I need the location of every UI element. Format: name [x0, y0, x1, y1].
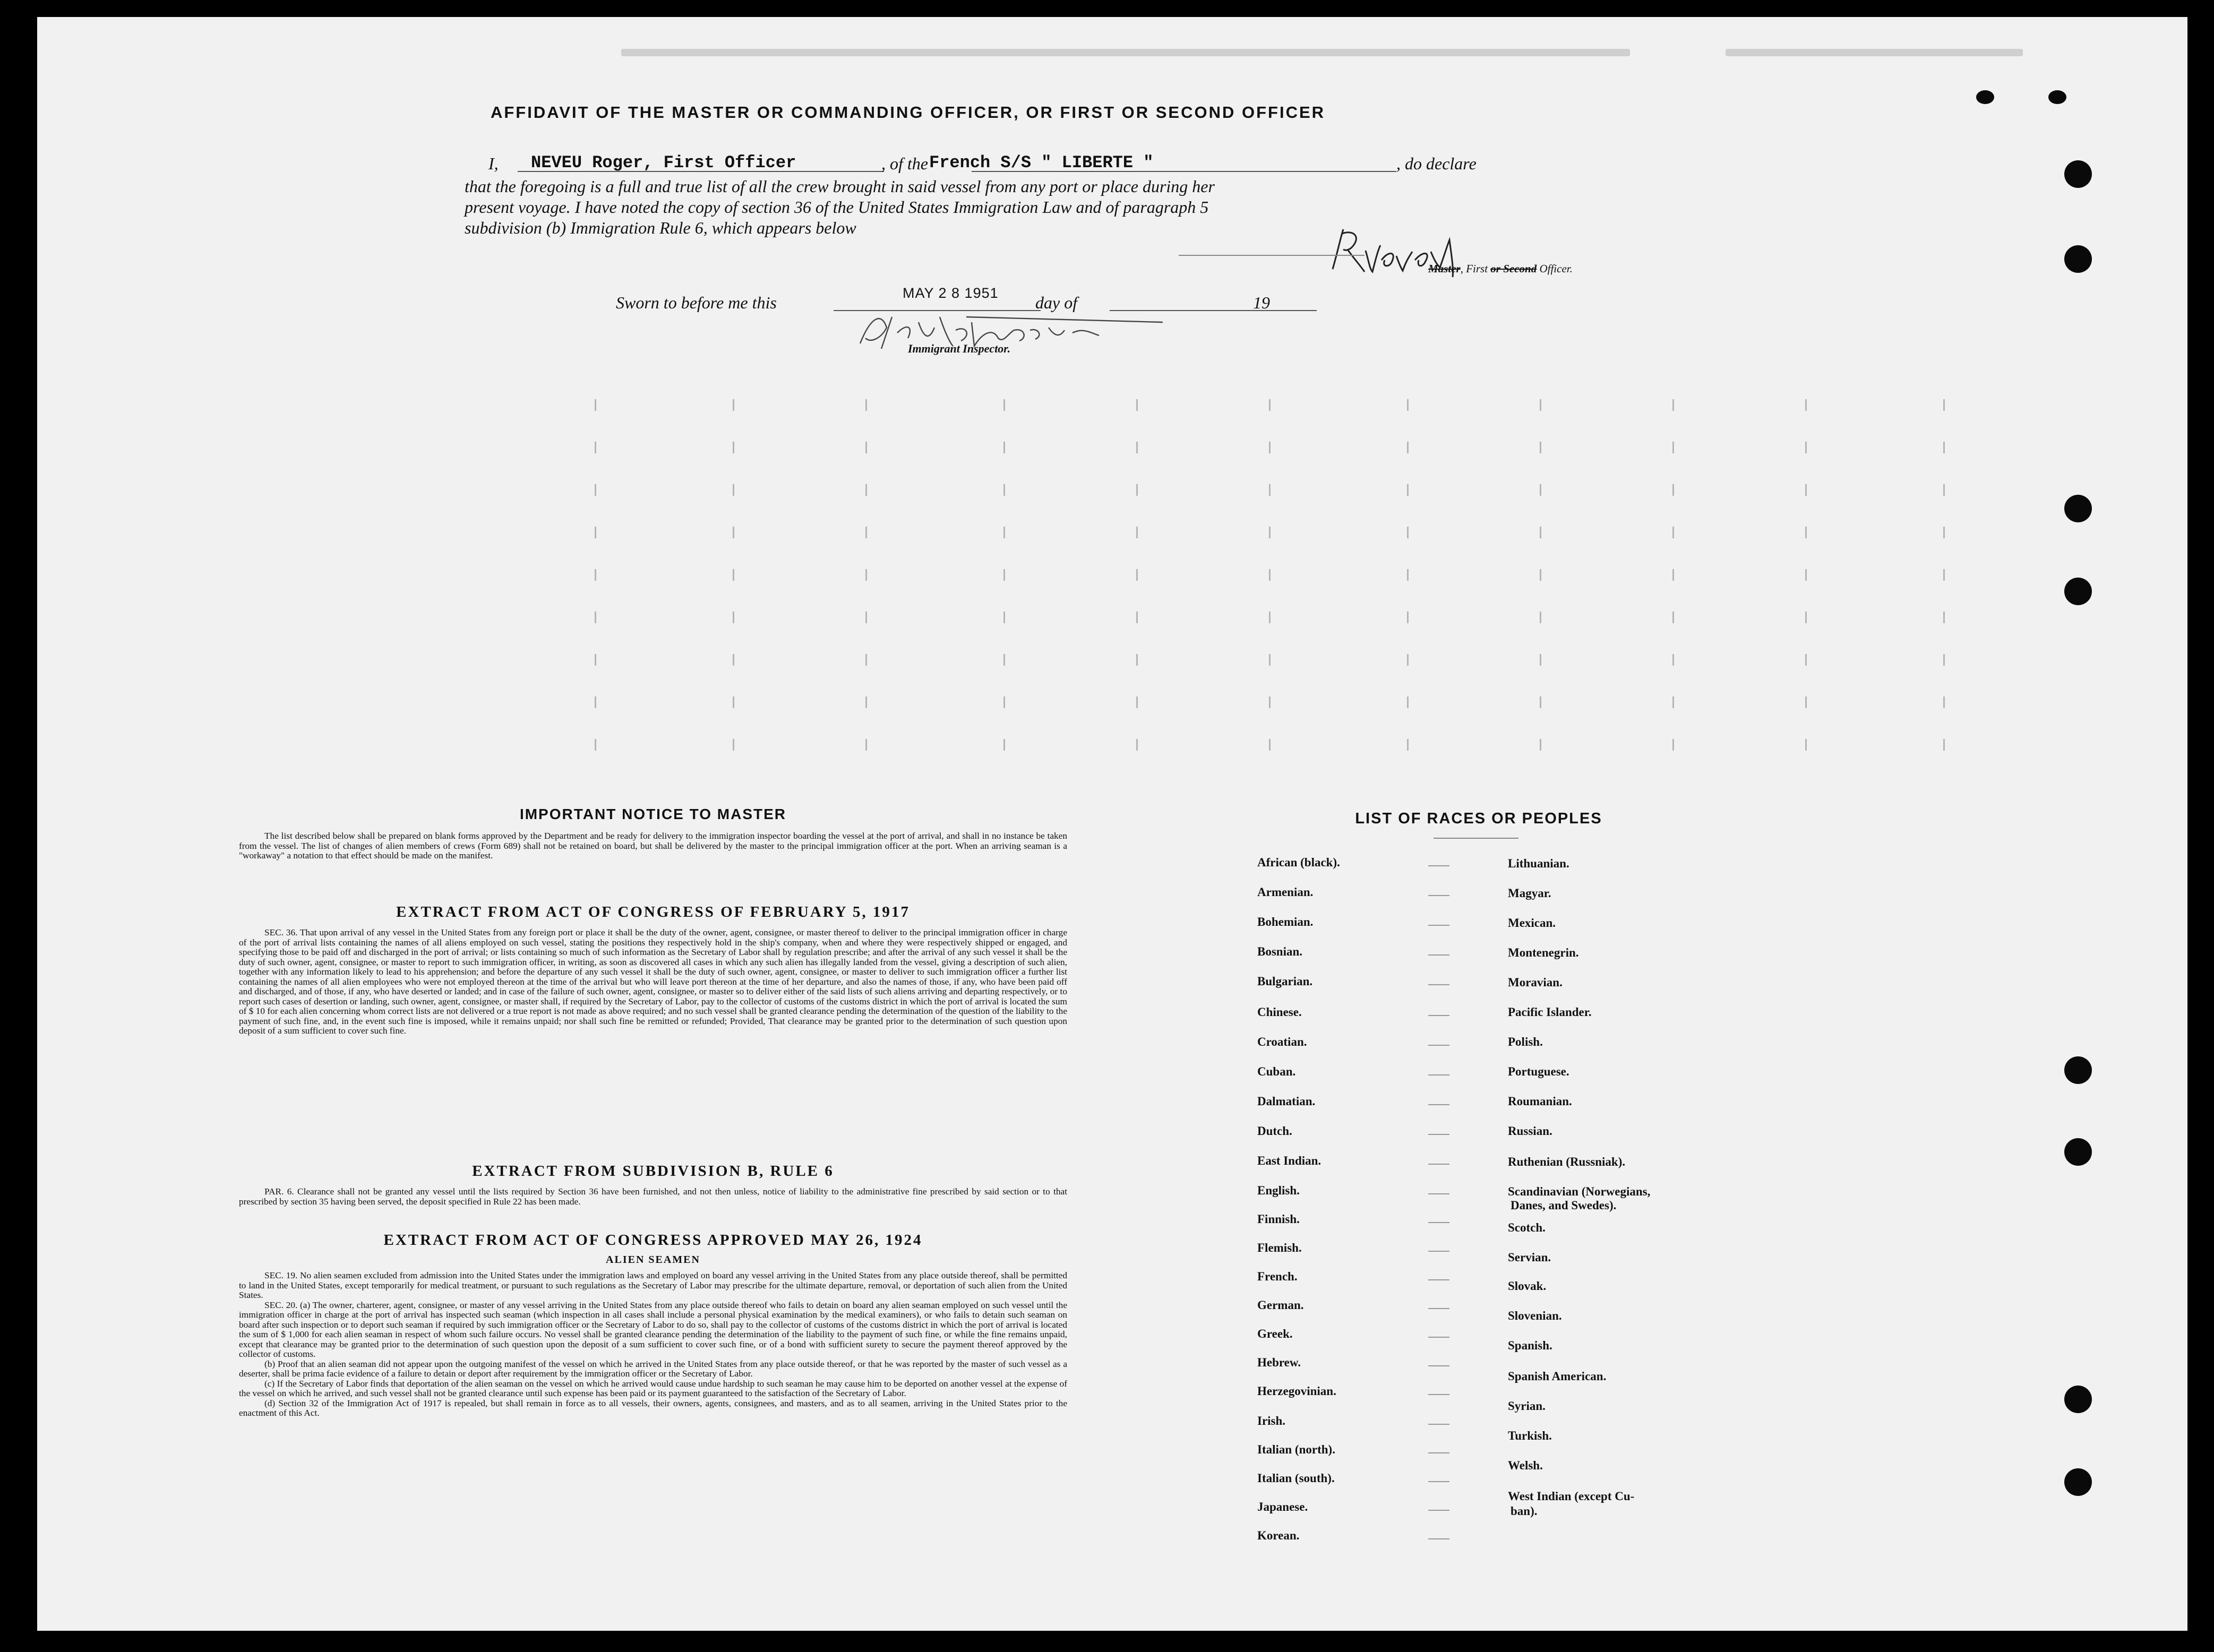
- race-item: Syrian.: [1508, 1399, 1546, 1413]
- dash-separator: [1428, 1452, 1449, 1453]
- punch-hole: [1976, 90, 1994, 104]
- faint-tick: [733, 696, 734, 708]
- faint-tick: [1136, 569, 1138, 581]
- faint-tick: [733, 612, 734, 623]
- race-item: Mexican.: [1508, 916, 1556, 930]
- faint-tick: [1672, 399, 1674, 411]
- sworn-label: Sworn to before me this: [616, 293, 777, 312]
- faint-tick: [1269, 696, 1271, 708]
- faint-tick: [1407, 527, 1409, 538]
- faint-tick: [1805, 739, 1807, 751]
- faint-tick: [1136, 527, 1138, 538]
- extract-1924-text: [239, 1271, 1067, 1418]
- race-item: West Indian (except Cu-: [1508, 1490, 1635, 1503]
- faint-tick: [865, 399, 867, 411]
- faint-tick: [1540, 442, 1541, 453]
- race-item: Slovak.: [1508, 1279, 1547, 1293]
- race-item: Croatian.: [1257, 1035, 1307, 1048]
- punch-hole: [2064, 1138, 2092, 1166]
- punch-hole: [2064, 495, 2092, 522]
- race-item: Dutch.: [1257, 1124, 1292, 1138]
- race-item: Japanese.: [1257, 1500, 1308, 1513]
- affidavit-title: AFFIDAVIT OF THE MASTER OR COMMANDING OFFICER, OR FIRST OR SECOND OFFICER: [490, 103, 1326, 122]
- dash-separator: [1428, 1394, 1449, 1395]
- faint-tick: [1003, 654, 1005, 666]
- race-item: Ruthenian (Russniak).: [1508, 1155, 1626, 1168]
- faint-tick: [1805, 442, 1807, 453]
- race-item: Irish.: [1257, 1414, 1286, 1427]
- faint-tick: [733, 484, 734, 496]
- faint-tick: [1943, 654, 1945, 666]
- faint-tick: [1407, 696, 1409, 708]
- notice-paragraph: The list described below shall be prepared on blank forms approved by the Department and be ready for delivery to the immigration inspector boarding the vessel at the port of arrival, and shall in no instance be taken from the vessel. The list of changes of alien members of crews (Form 689) shall not be retained on board, but shall be delivered by the master to the principal immigration officer at the port. When an arriving seaman is a "workaway" a notation to that effect should be made on the manifest.: [239, 831, 1067, 861]
- race-item: ban).: [1511, 1504, 1538, 1518]
- faint-tick: [1540, 612, 1541, 623]
- faint-tick: [1805, 484, 1807, 496]
- faint-tick: [1805, 654, 1807, 666]
- dash-separator: [1428, 984, 1449, 985]
- race-item: Magyar.: [1508, 887, 1551, 900]
- faint-tick: [1540, 739, 1541, 751]
- race-item: Spanish American.: [1508, 1370, 1607, 1383]
- faint-tick: [1003, 399, 1005, 411]
- race-item: Chinese.: [1257, 1005, 1302, 1019]
- race-item: Scandinavian (Norwegians,: [1508, 1185, 1651, 1198]
- faint-tick: [1672, 696, 1674, 708]
- day-of-label: day of: [1035, 293, 1078, 312]
- race-item: East Indian.: [1257, 1154, 1321, 1167]
- dash-separator: [1428, 1193, 1449, 1194]
- faint-tick: [733, 442, 734, 453]
- faint-tick: [1407, 654, 1409, 666]
- race-item: Danes, and Swedes).: [1511, 1199, 1617, 1212]
- faint-tick: [1540, 527, 1541, 538]
- race-item: Italian (north).: [1257, 1443, 1335, 1456]
- faint-tick: [1540, 569, 1541, 581]
- sec-20b-paragraph: (b) Proof that an alien seaman did not appear upon the outgoing manifest of the vessel on which he arrived in the United States from any place outside thereof, or that he was reported by the master of such vessel as a deserter, shall be prima facie evidence of a failure to detain or deport after requirement by the immigration officer or the Secretary of Labor.: [239, 1358, 1067, 1379]
- faint-tick: [1136, 399, 1138, 411]
- faint-tick: [1269, 399, 1271, 411]
- faint-tick: [865, 442, 867, 453]
- do-declare-label: , do declare: [1396, 154, 1477, 173]
- dash-separator: [1428, 1164, 1449, 1165]
- race-item: Greek.: [1257, 1327, 1293, 1340]
- dash-separator: [1428, 1134, 1449, 1135]
- race-item: Slovenian.: [1508, 1309, 1562, 1322]
- faint-tick: [595, 739, 596, 751]
- faint-tick: [865, 484, 867, 496]
- faint-tick: [733, 527, 734, 538]
- faint-tick: [595, 399, 596, 411]
- sec-19-paragraph: SEC. 19. No alien seamen excluded from admission into the United States under the immigration laws and employed on board any vessel arriving in the United States from any place outside thereof, shall be permitted to land in the United States, except temporarily for medical treatment, or pursuant to such regulations as the Secretary of Labor may prescribe for the ultimate departure, removal, or deportation of such alien from the United States.: [239, 1270, 1067, 1300]
- race-item: Korean.: [1257, 1529, 1300, 1542]
- extract-1917-heading: EXTRACT FROM ACT OF CONGRESS OF FEBRUARY 5, 1917: [396, 904, 910, 920]
- faint-tick: [595, 484, 596, 496]
- form-sheet: [37, 17, 2187, 1631]
- faint-tick: [1269, 569, 1271, 581]
- second-struck: or Second: [1490, 262, 1537, 275]
- dash-separator: [1428, 1424, 1449, 1425]
- inspector-label: Immigrant Inspector.: [908, 342, 1011, 355]
- declaration-line-2: present voyage. I have noted the copy of section 36 of the United States Immigration Law and of paragraph 5: [465, 197, 1209, 217]
- race-item: Hebrew.: [1257, 1356, 1301, 1369]
- faint-tick: [1672, 739, 1674, 751]
- races-heading: LIST OF RACES OR PEOPLES: [1355, 810, 1602, 827]
- faint-tick: [1003, 484, 1005, 496]
- par-6-paragraph: PAR. 6. Clearance shall not be granted any vessel until the lists required by Section 36 have been furnished, and not then unless, notice of liability to the administrative fine prescribed by said section or to that prescribed by section 35 having been served, the deposit specified in Rule 22 has been made.: [239, 1186, 1067, 1207]
- faint-tick: [1943, 484, 1945, 496]
- bleed-through: [1726, 49, 2023, 56]
- extract-1924-heading: EXTRACT FROM ACT OF CONGRESS APPROVED MAY 26, 1924: [383, 1232, 923, 1249]
- faint-tick: [733, 399, 734, 411]
- faint-tick: [865, 527, 867, 538]
- notice-heading: IMPORTANT NOTICE TO MASTER: [519, 806, 787, 822]
- faint-tick: [595, 442, 596, 453]
- faint-tick: [1407, 484, 1409, 496]
- faint-tick: [1943, 442, 1945, 453]
- faint-tick: [1136, 654, 1138, 666]
- race-item: Finnish.: [1257, 1212, 1300, 1226]
- of-the-label: , of the: [881, 154, 928, 173]
- faint-tick: [595, 569, 596, 581]
- dash-separator: [1428, 1074, 1449, 1075]
- punch-hole: [2064, 1056, 2092, 1084]
- race-item: Roumanian.: [1508, 1095, 1572, 1108]
- race-item: Herzegovinian.: [1257, 1384, 1336, 1398]
- faint-tick: [1540, 696, 1541, 708]
- punch-hole: [2064, 160, 2092, 188]
- punch-hole: [2064, 245, 2092, 273]
- sec-20d-paragraph: (d) Section 32 of the Immigration Act of 1917 is repealed, but shall remain in force as to all vessels, their owners, agents, consignees, and masters, and as to all seamen, arriving in the United States prior to the enactment of this Act.: [239, 1398, 1067, 1418]
- declaration-line-3: subdivision (b) Immigration Rule 6, which appears below: [465, 218, 856, 237]
- race-item: Welsh.: [1508, 1459, 1543, 1472]
- faint-tick: [1407, 442, 1409, 453]
- dash-separator: [1428, 1222, 1449, 1223]
- faint-tick: [1943, 696, 1945, 708]
- year-prefix: 19: [1253, 293, 1270, 312]
- sec-20-paragraph: SEC. 20. (a) The owner, charterer, agent, consignee, or master of any vessel arriving in the United States from any place outside thereof who fails to detain on board any alien seaman employed on such vessel until the immigration officer in charge at the port of arrival has inspected such seaman (which inspection in all cases shall include a personal physical examination by the medical examiners), or who fails to detain such seaman on board after such inspection or to deport such seaman if required by such immigration officer or the Secretary of Labor to do so, shall pay to the collector of customs of the customs district in which the port of arrival is located the sum of $ 1,000 for each alien seaman in respect of whom such failure occurs. No vessel shall be granted clearance pending the determination of the liability to the payment of such fine, or while the fine remains unpaid, except that clearance may be granted prior to the determination of such question upon the deposit of a sum sufficient to cover such fine, or of a bond with sufficient surety to secure the payment thereof approved by the collector of customs.: [239, 1300, 1067, 1359]
- faint-tick: [1805, 696, 1807, 708]
- master-struck: Master: [1428, 262, 1461, 275]
- faint-tick: [1136, 484, 1138, 496]
- race-item: Spanish.: [1508, 1339, 1552, 1352]
- race-item: German.: [1257, 1298, 1304, 1312]
- race-item: Armenian.: [1257, 885, 1314, 899]
- race-item: Scotch.: [1508, 1221, 1546, 1234]
- faint-tick: [1805, 399, 1807, 411]
- faint-tick: [595, 527, 596, 538]
- faint-tick: [1269, 442, 1271, 453]
- faint-tick: [1269, 527, 1271, 538]
- races-heading-rule: [1434, 838, 1518, 839]
- faint-tick: [1407, 739, 1409, 751]
- declaration-line-1: that the foregoing is a full and true list of all the crew brought in said vessel from any port or place during her: [465, 177, 1215, 196]
- dash-separator: [1428, 895, 1449, 896]
- faint-tick: [1407, 569, 1409, 581]
- faint-tick: [595, 612, 596, 623]
- faint-tick: [865, 569, 867, 581]
- faint-tick: [1269, 484, 1271, 496]
- faint-tick: [1540, 484, 1541, 496]
- dash-separator: [1428, 1337, 1449, 1338]
- race-item: Bosnian.: [1257, 945, 1303, 958]
- punch-hole: [2064, 578, 2092, 605]
- faint-tick: [733, 654, 734, 666]
- faint-tick: [1943, 569, 1945, 581]
- faint-tick: [865, 612, 867, 623]
- race-item: Turkish.: [1508, 1429, 1552, 1442]
- faint-tick: [1003, 696, 1005, 708]
- race-item: Moravian.: [1508, 976, 1563, 989]
- race-item: English.: [1257, 1184, 1300, 1197]
- faint-tick: [595, 654, 596, 666]
- faint-tick: [1407, 612, 1409, 623]
- dash-separator: [1428, 954, 1449, 956]
- faint-tick: [1136, 696, 1138, 708]
- declarant-name: NEVEU Roger, First Officer: [531, 153, 796, 173]
- dash-separator: [1428, 1279, 1449, 1280]
- extract-rule6-heading: EXTRACT FROM SUBDIVISION B, RULE 6: [472, 1163, 834, 1180]
- faint-tick: [733, 739, 734, 751]
- dash-separator: [1428, 1538, 1449, 1539]
- extract-1917-text: [239, 928, 1067, 1036]
- race-item: African (black).: [1257, 856, 1340, 869]
- faint-tick: [865, 654, 867, 666]
- dash-separator: [1428, 1481, 1449, 1482]
- faint-tick: [1540, 399, 1541, 411]
- i-label: I,: [488, 154, 499, 173]
- faint-tick: [1269, 612, 1271, 623]
- punch-hole: [2064, 1386, 2092, 1413]
- vessel-name: French S/S " LIBERTE ": [929, 153, 1154, 173]
- faint-tick: [1407, 399, 1409, 411]
- officer-label: Officer.: [1539, 262, 1573, 275]
- race-item: Dalmatian.: [1257, 1095, 1316, 1108]
- faint-tick: [1805, 612, 1807, 623]
- faint-tick: [1003, 442, 1005, 453]
- faint-tick: [865, 739, 867, 751]
- faint-tick: [1003, 612, 1005, 623]
- race-item: Lithuanian.: [1508, 857, 1569, 870]
- dash-separator: [1428, 1365, 1449, 1366]
- officer-title: [1428, 262, 1573, 276]
- sec-36-paragraph: SEC. 36. That upon arrival of any vessel in the United States from any foreign port or place it shall be the duty of the owner, agent, consignee, or master thereof to deliver to the principal immigration officer in charge of the port of arrival lists containing the names of all aliens employed on such vessel, stating the positions they respectively hold in the ship's company, when and where they were respectively shipped or engaged, and specifying those to be paid off and discharged in the port of arrival; or lists containing so much of such information as the Secretary of Labor shall by regulation prescribe; and after the arrival of any such vessel it shall be the duty of such owner, agent, consignee, or master to report to such immigration officer, in writing, as soon as discovered all cases in which any such alien has illegally landed from the vessel, giving a description of such alien, together with any information likely to lead to his apprehension; and before the departure of any such vessel it shall be the duty of such owner, agent, consignee, or master to deliver to such immigration officer a further list containing the names of all alien employees who were not employed thereon at the time of the arrival but who will leave port thereon at the time of her departure, and also the names of those, if any, who have been paid off and discharged, and of those, if any, who have deserted or landed; and in case of the failure of such owner, agent, consignee, or master so to deliver either of the said lists of such aliens arriving and departing respectively, or to report such cases of desertion or landing, such owner, agent, consignee, or master shall, if required by the Secretary of Labor, pay to the collector of customs of the customs district in which the port of arrival is located the sum of $ 10 for each alien concerning whom correct lists are not delivered or a true report is not made as above required; and no such vessel shall be granted clearance pending the determination of the question of the liability to the payment of such fine, and, in the event such fine is imposed, while it remains unpaid; nor shall such fine be remitted or refunded; Provided, That clearance may be granted prior to the determination of such question upon deposit of a sum sufficient to cover such fine.: [239, 927, 1067, 1036]
- faint-tick: [1672, 569, 1674, 581]
- signature-line: [1179, 255, 1365, 256]
- sworn-year-line: [1274, 310, 1317, 311]
- punch-hole: [2064, 1468, 2092, 1496]
- faint-tick: [1136, 739, 1138, 751]
- date-stamp: MAY 2 8 1951: [903, 285, 999, 301]
- dash-separator: [1428, 865, 1449, 866]
- faint-tick: [595, 696, 596, 708]
- dash-separator: [1428, 1510, 1449, 1511]
- race-item: Portuguese.: [1508, 1065, 1569, 1078]
- first-officer-label: , First: [1460, 262, 1488, 275]
- dash-separator: [1428, 1015, 1449, 1016]
- faint-tick: [733, 569, 734, 581]
- faint-tick: [1943, 612, 1945, 623]
- notice-text: [239, 831, 1067, 861]
- faint-tick: [865, 696, 867, 708]
- faint-tick: [1943, 739, 1945, 751]
- bleed-through: [621, 49, 1630, 56]
- faint-tick: [1003, 569, 1005, 581]
- faint-tick: [1003, 527, 1005, 538]
- faint-tick: [1672, 612, 1674, 623]
- faint-tick: [1269, 739, 1271, 751]
- faint-tick: [1805, 569, 1807, 581]
- dash-separator: [1428, 1104, 1449, 1105]
- extract-rule6-text: [239, 1187, 1067, 1207]
- race-item: Pacific Islander.: [1508, 1005, 1592, 1019]
- faint-tick: [1269, 654, 1271, 666]
- faint-tick: [1672, 654, 1674, 666]
- dash-separator: [1428, 925, 1449, 926]
- faint-tick: [1136, 612, 1138, 623]
- race-item: French.: [1257, 1270, 1298, 1283]
- faint-tick: [1003, 739, 1005, 751]
- alien-seamen-subheading: ALIEN SEAMEN: [606, 1254, 700, 1266]
- dash-separator: [1428, 1251, 1449, 1252]
- faint-tick: [1943, 527, 1945, 538]
- race-item: Montenegrin.: [1508, 946, 1579, 959]
- race-item: Flemish.: [1257, 1241, 1302, 1254]
- faint-tick: [1672, 527, 1674, 538]
- faint-tick: [1672, 442, 1674, 453]
- dash-separator: [1428, 1308, 1449, 1309]
- faint-tick: [1805, 527, 1807, 538]
- faint-tick: [1672, 484, 1674, 496]
- race-item: Bulgarian.: [1257, 975, 1313, 988]
- punch-hole: [2048, 90, 2066, 104]
- race-item: Russian.: [1508, 1124, 1552, 1138]
- dash-separator: [1428, 1045, 1449, 1046]
- race-item: Polish.: [1508, 1035, 1543, 1048]
- race-item: Italian (south).: [1257, 1472, 1335, 1485]
- faint-tick: [1943, 399, 1945, 411]
- race-item: Cuban.: [1257, 1065, 1296, 1078]
- sec-20c-paragraph: (c) If the Secretary of Labor finds that deportation of the alien seaman on the vessel on which he arrived would cause undue hardship to such seaman he may cause him to be deported on another vessel at the expense of the vessel on which he arrived, and such vessel shall not be granted clearance until such expense has been paid or its payment guaranteed to the satisfaction of the Secretary of Labor.: [239, 1378, 1067, 1398]
- race-item: Servian.: [1508, 1251, 1551, 1264]
- faint-tick: [1136, 442, 1138, 453]
- faint-tick: [1540, 654, 1541, 666]
- race-item: Bohemian.: [1257, 915, 1314, 928]
